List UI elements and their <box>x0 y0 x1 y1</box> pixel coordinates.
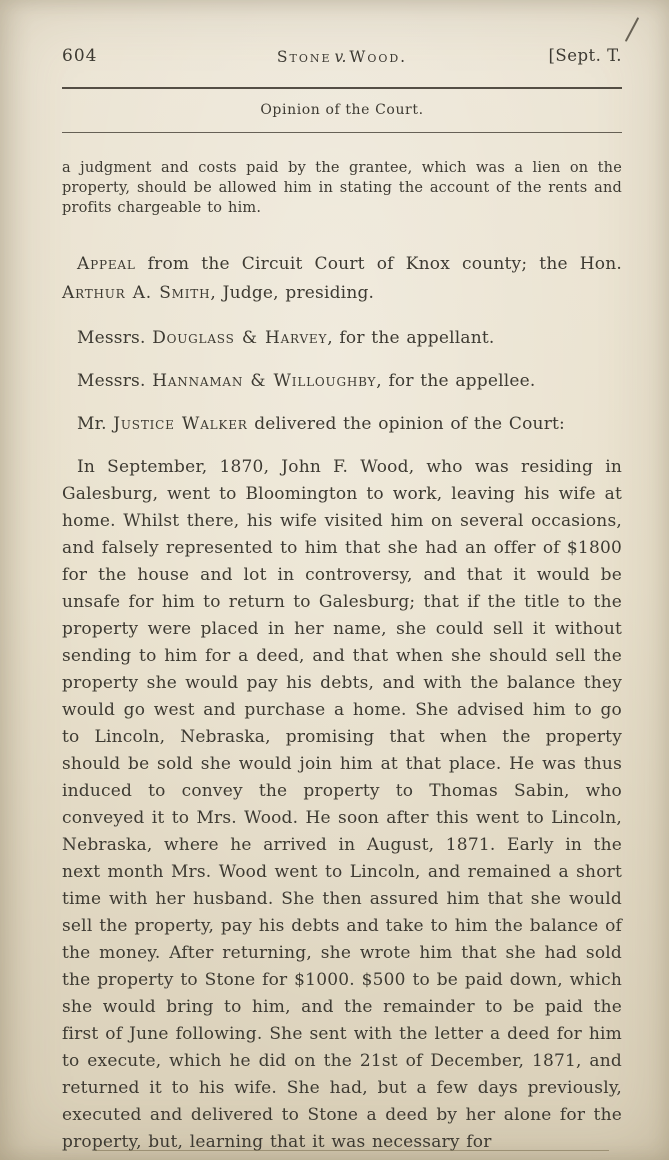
paragraph <box>62 368 622 395</box>
header-rule-bottom <box>62 132 622 133</box>
running-head: Opinion of the Court. <box>260 102 424 118</box>
text-segment: Messrs. <box>77 328 153 348</box>
small-caps-name: Douglass & Harvey <box>152 328 328 348</box>
page-edge-line <box>95 1150 609 1151</box>
paragraph <box>62 411 622 438</box>
case-title-party-b: Wood. <box>349 48 408 66</box>
small-caps-name: Arthur A. Smith <box>62 283 211 303</box>
page-header <box>62 46 622 72</box>
text-segment: a judgment and costs paid by the grantee, which was a lien on the property, should be allowed him in stating the account of the rents and profits chargeable to him. <box>62 160 622 216</box>
term-label: [Sept. T. <box>548 46 622 65</box>
text-segment: , for the appellee. <box>376 371 536 391</box>
text-segment: Messrs. <box>77 371 153 391</box>
text-segment: In September, 1870, John F. Wood, who was residing in Galesburg, went to Bloomington to work, leaving his wife at home. Whilst there, his wife visited him on several occasions, and falsely represented to him that she had an offer of $1800 for the house and lot in controversy, and that it would be unsafe for him to return to Galesburg; that if the title to the property were placed in her name, she could sell it without sending to him for a deed, and that when she should sell the property she would pay his debts, and with the balance they would go west and purchase a home. She advised him to go to Lincoln, Nebraska, promising that when the property should be sold she would join him at that place. He was thus induced to convey the property to Thomas Sabin, who conveyed it to Mrs. Wood. He soon after this went to Lincoln, Nebraska, where he arrived in August, 1871. Early in the next month Mrs. Wood went to Lincoln, and remained a short time with her husband. She then assured him that she would sell the property, pay his debts and take to him the balance of the money. After returning, she wrote him that she had sold the property to Stone for $1000. $500 to be paid down, which she would bring to him, and the remainder to be paid the first of June following. She sent with the letter a deed for him to execute, which he did on the 21st of December, 1871, and returned it to his wife. She had, but a few days previously, executed and delivered to Stone a deed by her alone for the property, but, learning that it was necessary for <box>62 457 622 1152</box>
text-segment: , Judge, presiding. <box>210 283 375 303</box>
paragraph <box>62 158 622 218</box>
paragraph <box>62 325 622 352</box>
text-segment: delivered the opinion of the Court: <box>247 414 565 434</box>
paragraph <box>62 454 622 1156</box>
text-segment: , for the appellant. <box>327 328 495 348</box>
text-segment: from the Circuit Court of Knox county; the Hon. <box>135 254 622 274</box>
small-caps-name: Justice Walker <box>113 414 248 434</box>
text-segment: Mr. <box>77 414 114 434</box>
small-caps-name: Hannaman & Willoughby <box>152 371 377 391</box>
opinion-body <box>62 141 622 1156</box>
paragraph <box>62 250 622 308</box>
case-title-versus: v. <box>334 48 347 66</box>
small-caps-name: Appeal <box>77 254 136 274</box>
page-number: 604 <box>62 46 98 66</box>
header-rule-top <box>62 87 622 89</box>
case-title <box>62 48 622 66</box>
case-title-party-a: Stone <box>276 48 332 66</box>
